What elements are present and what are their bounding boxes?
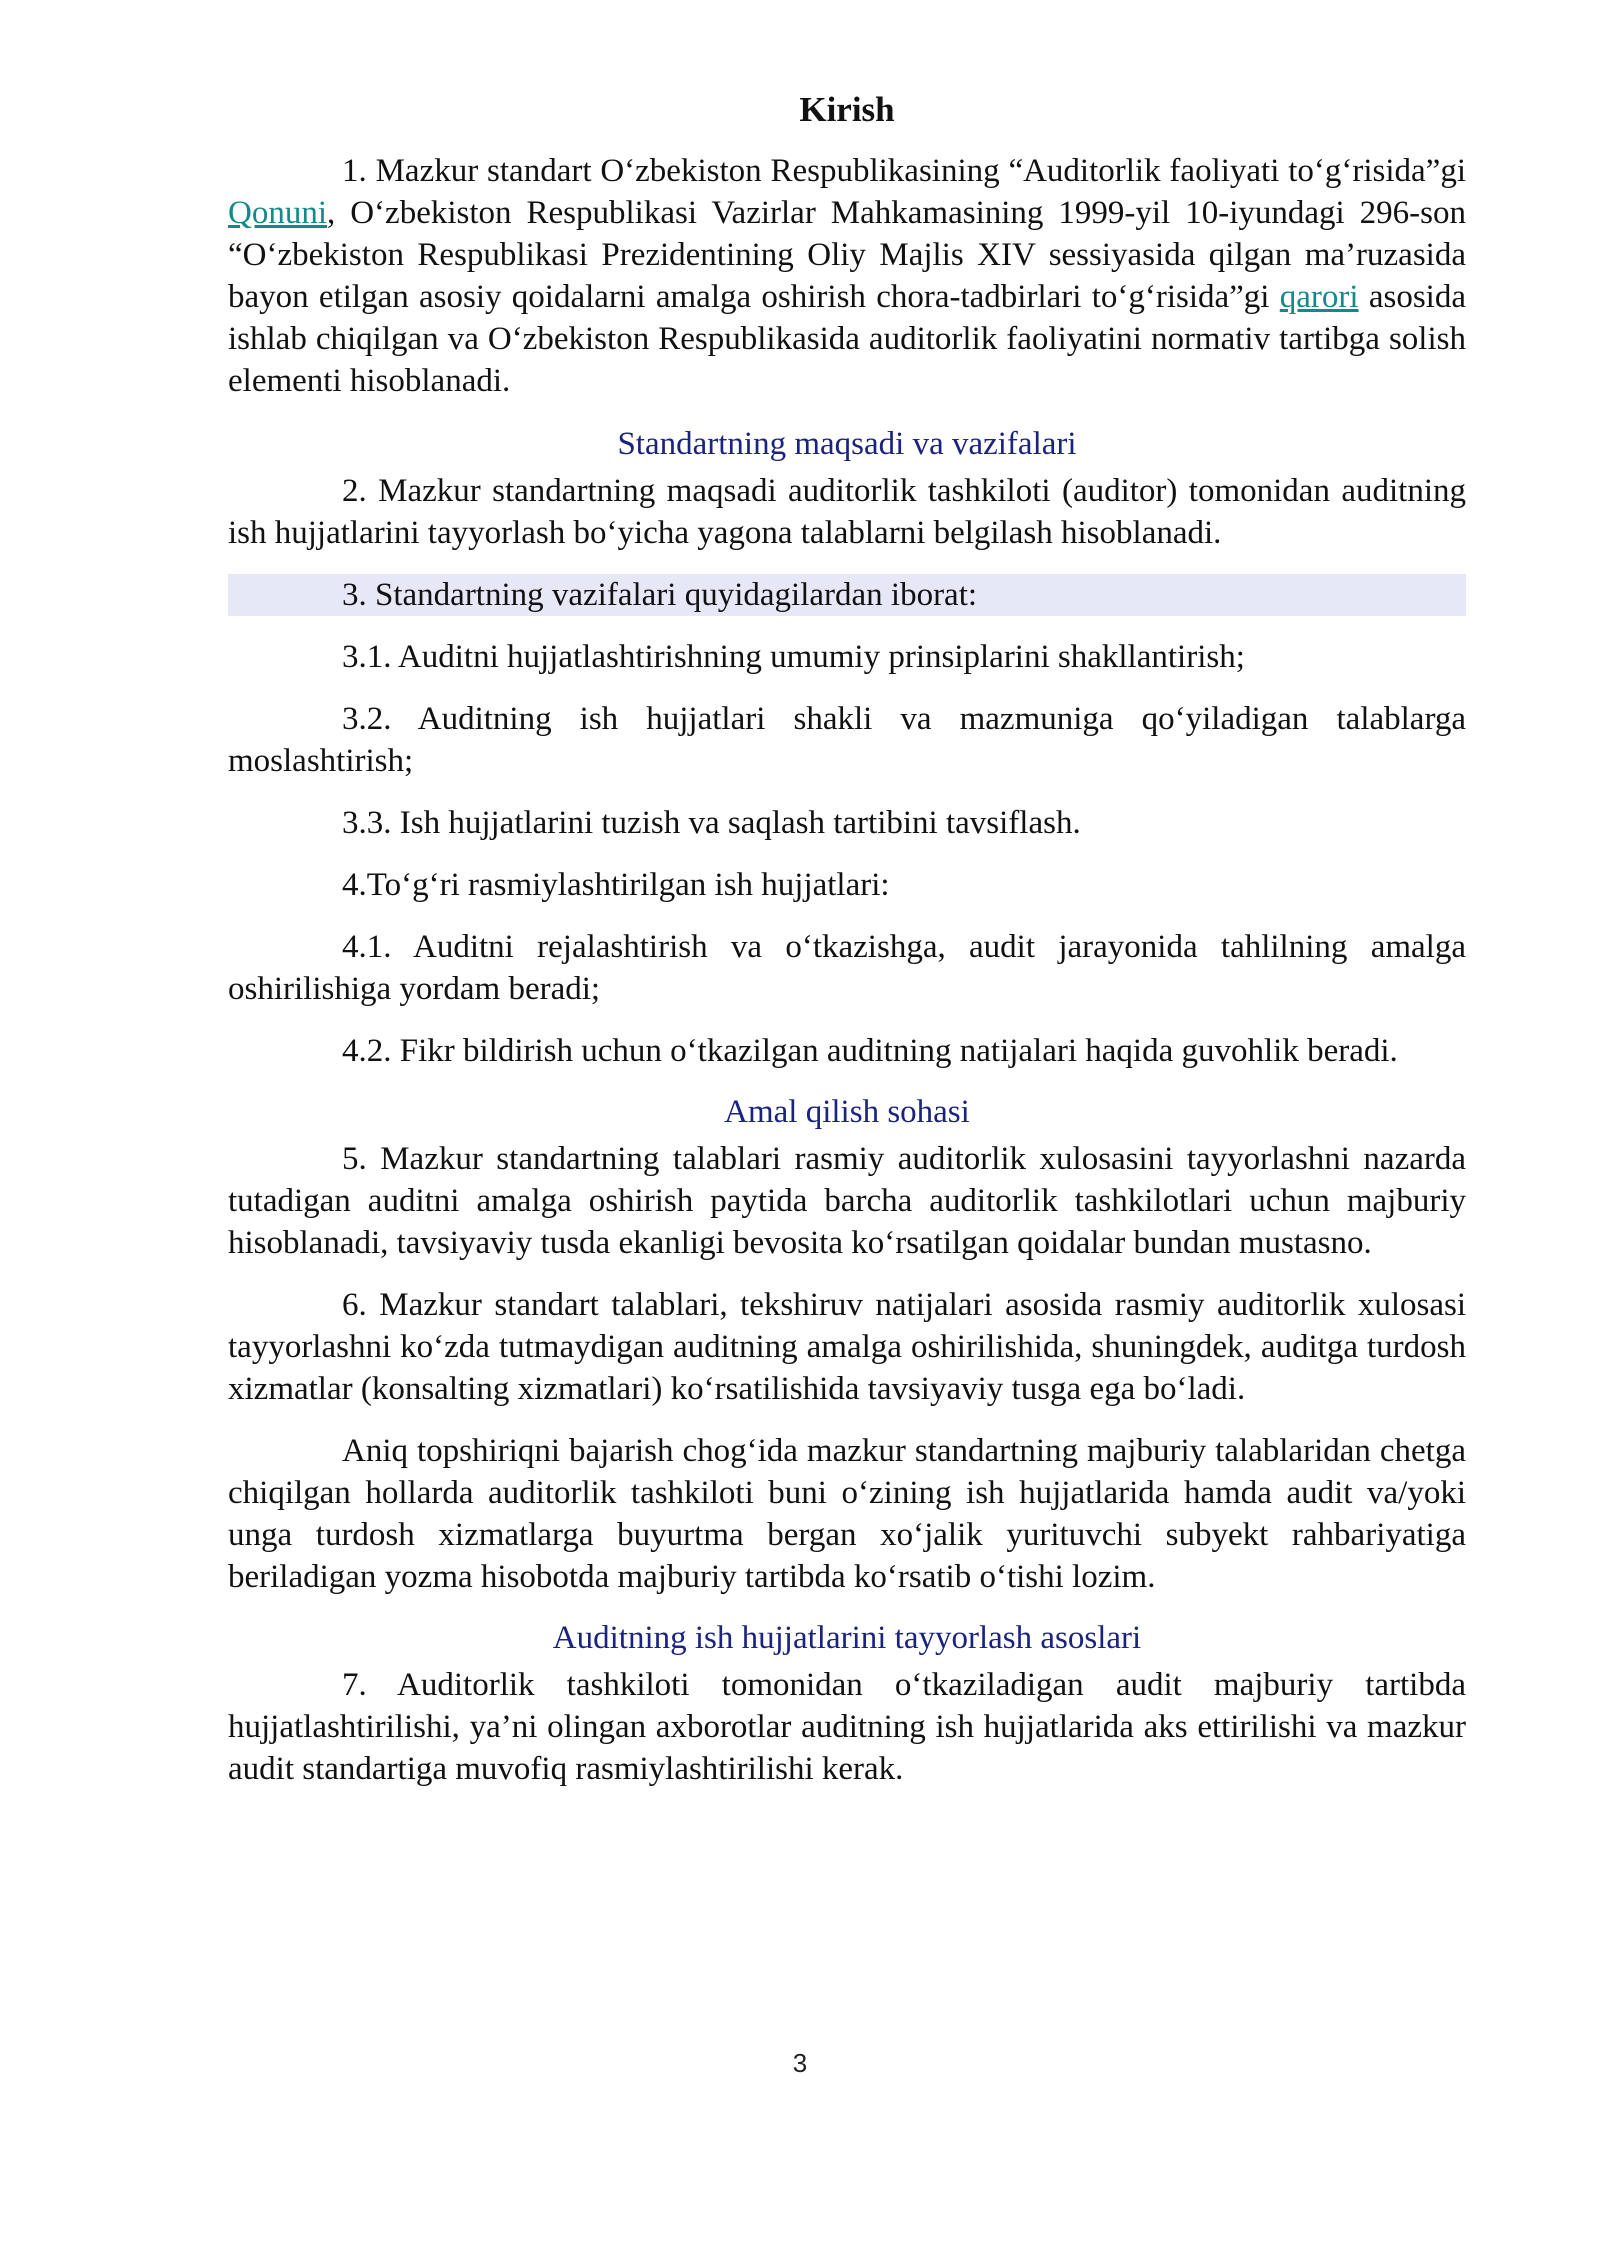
- document-page: [228, 88, 1466, 1810]
- paragraph-4-2: 4.2. Fikr bildirish uchun o‘tkazilgan auditning natijalari haqida guvohlik beradi.: [342, 1033, 1398, 1069]
- paragraph-3-3: 3.3. Ish hujjatlarini tuzish va saqlash tartibini tavsiflash.: [342, 805, 1081, 841]
- section-heading-basics: Auditning ish hujjatlarini tayyorlash asoslari: [552, 1620, 1142, 1656]
- paragraph-4-1: 4.1. Auditni rejalashtirish va o‘tkazishga, audit jarayonida tahlilning amalga oshirilishiga yordam beradi;: [228, 929, 1466, 1007]
- paragraph-6b: Aniq topshiriqni bajarish chog‘ida mazkur standartning majburiy talablaridan chetga chiqilgan hollarda auditorlik tashkiloti buni o‘zining ish hujjatlarida hamda audit va/yoki unga turdosh xizmatlarga buyurtma bergan xo‘jalik yurituvchi subyekt rahbariyatiga beriladigan yozma hisobotda majburiy tartibda ko‘rsatib o‘tishi lozim.: [228, 1433, 1466, 1595]
- paragraph-2: 2. Mazkur standartning maqsadi auditorlik tashkiloti (auditor) tomonidan auditning ish hujjatlarini tayyorlash bo‘yicha yagona talablarni belgilash hisoblanadi.: [228, 473, 1466, 551]
- paragraph-3-1: 3.1. Auditni hujjatlashtirishning umumiy prinsiplarini shakllantirish;: [342, 639, 1245, 675]
- paragraph-5: 5. Mazkur standartning talablari rasmiy auditorlik xulosasini tayyorlashni nazarda tutadigan auditni amalga oshirish paytida barcha auditorlik tashkilotlari uchun majburiy hisoblanadi, tavsiyaviy tusda ekanligi bevosita ko‘rsatilgan qoidalar bundan mustasno.: [228, 1141, 1466, 1261]
- paragraph-3: 3. Standartning vazifalari quyidagilardan iborat:: [228, 574, 1466, 616]
- paragraph-3-2: 3.2. Auditning ish hujjatlari shakli va mazmuniga qo‘yiladigan talablarga moslashtirish;: [228, 701, 1466, 779]
- paragraph-7: 7. Auditorlik tashkiloti tomonidan o‘tkaziladigan audit majburiy tartibda hujjatlashtirilishi, ya’ni olingan axborotlar auditning ish hujjatlarida aks ettirilishi va mazkur audit standartiga muvofiq rasmiylashtirilishi kerak.: [228, 1667, 1466, 1787]
- paragraph-1-text-c: asosida ishlab chiqilgan va O‘zbekiston Respublikasida auditorlik faoliyatini normativ tartibga solish elementi hisoblanadi.: [228, 279, 1466, 399]
- paragraph-1-text-a: 1. Mazkur standart O‘zbekiston Respublikasining “Auditorlik faoliyati to‘g‘risida”gi: [342, 153, 1466, 189]
- qonuni-link[interactable]: Qonuni: [228, 195, 327, 231]
- document-title: Kirish: [799, 90, 895, 129]
- paragraph-4: 4.To‘g‘ri rasmiylashtirilgan ish hujjatlari:: [342, 867, 890, 903]
- paragraph-6: 6. Mazkur standart talablari, tekshiruv natijalari asosida rasmiy auditorlik xulosasi tayyorlashni ko‘zda tutmaydigan auditning amalga oshirilishida, shuningdek, auditga turdosh xizmatlar (konsalting xizmatlari) ko‘rsatilishida tavsiyaviy tusga ega bo‘ladi.: [228, 1287, 1466, 1407]
- section-heading-purpose: Standartning maqsadi va vazifalari: [617, 426, 1077, 462]
- page-number: 3: [792, 2048, 808, 2078]
- paragraph-1: [228, 150, 1466, 402]
- paragraph-1-text-b: , O‘zbekiston Respublikasi Vazirlar Mahkamasining 1999-yil 10-iyundagi 296-son “O‘zbekiston Respublikasi Prezidentining Oliy Majlis XIV sessiyasida qilgan ma’ruzasida bayon etilgan asosiy qoidalarni amalga oshirish chora-tadbirlari to‘g‘risida”gi: [228, 195, 1466, 315]
- section-heading-scope: Amal qilish sohasi: [724, 1094, 970, 1130]
- qarori-link[interactable]: qarori: [1279, 279, 1359, 315]
